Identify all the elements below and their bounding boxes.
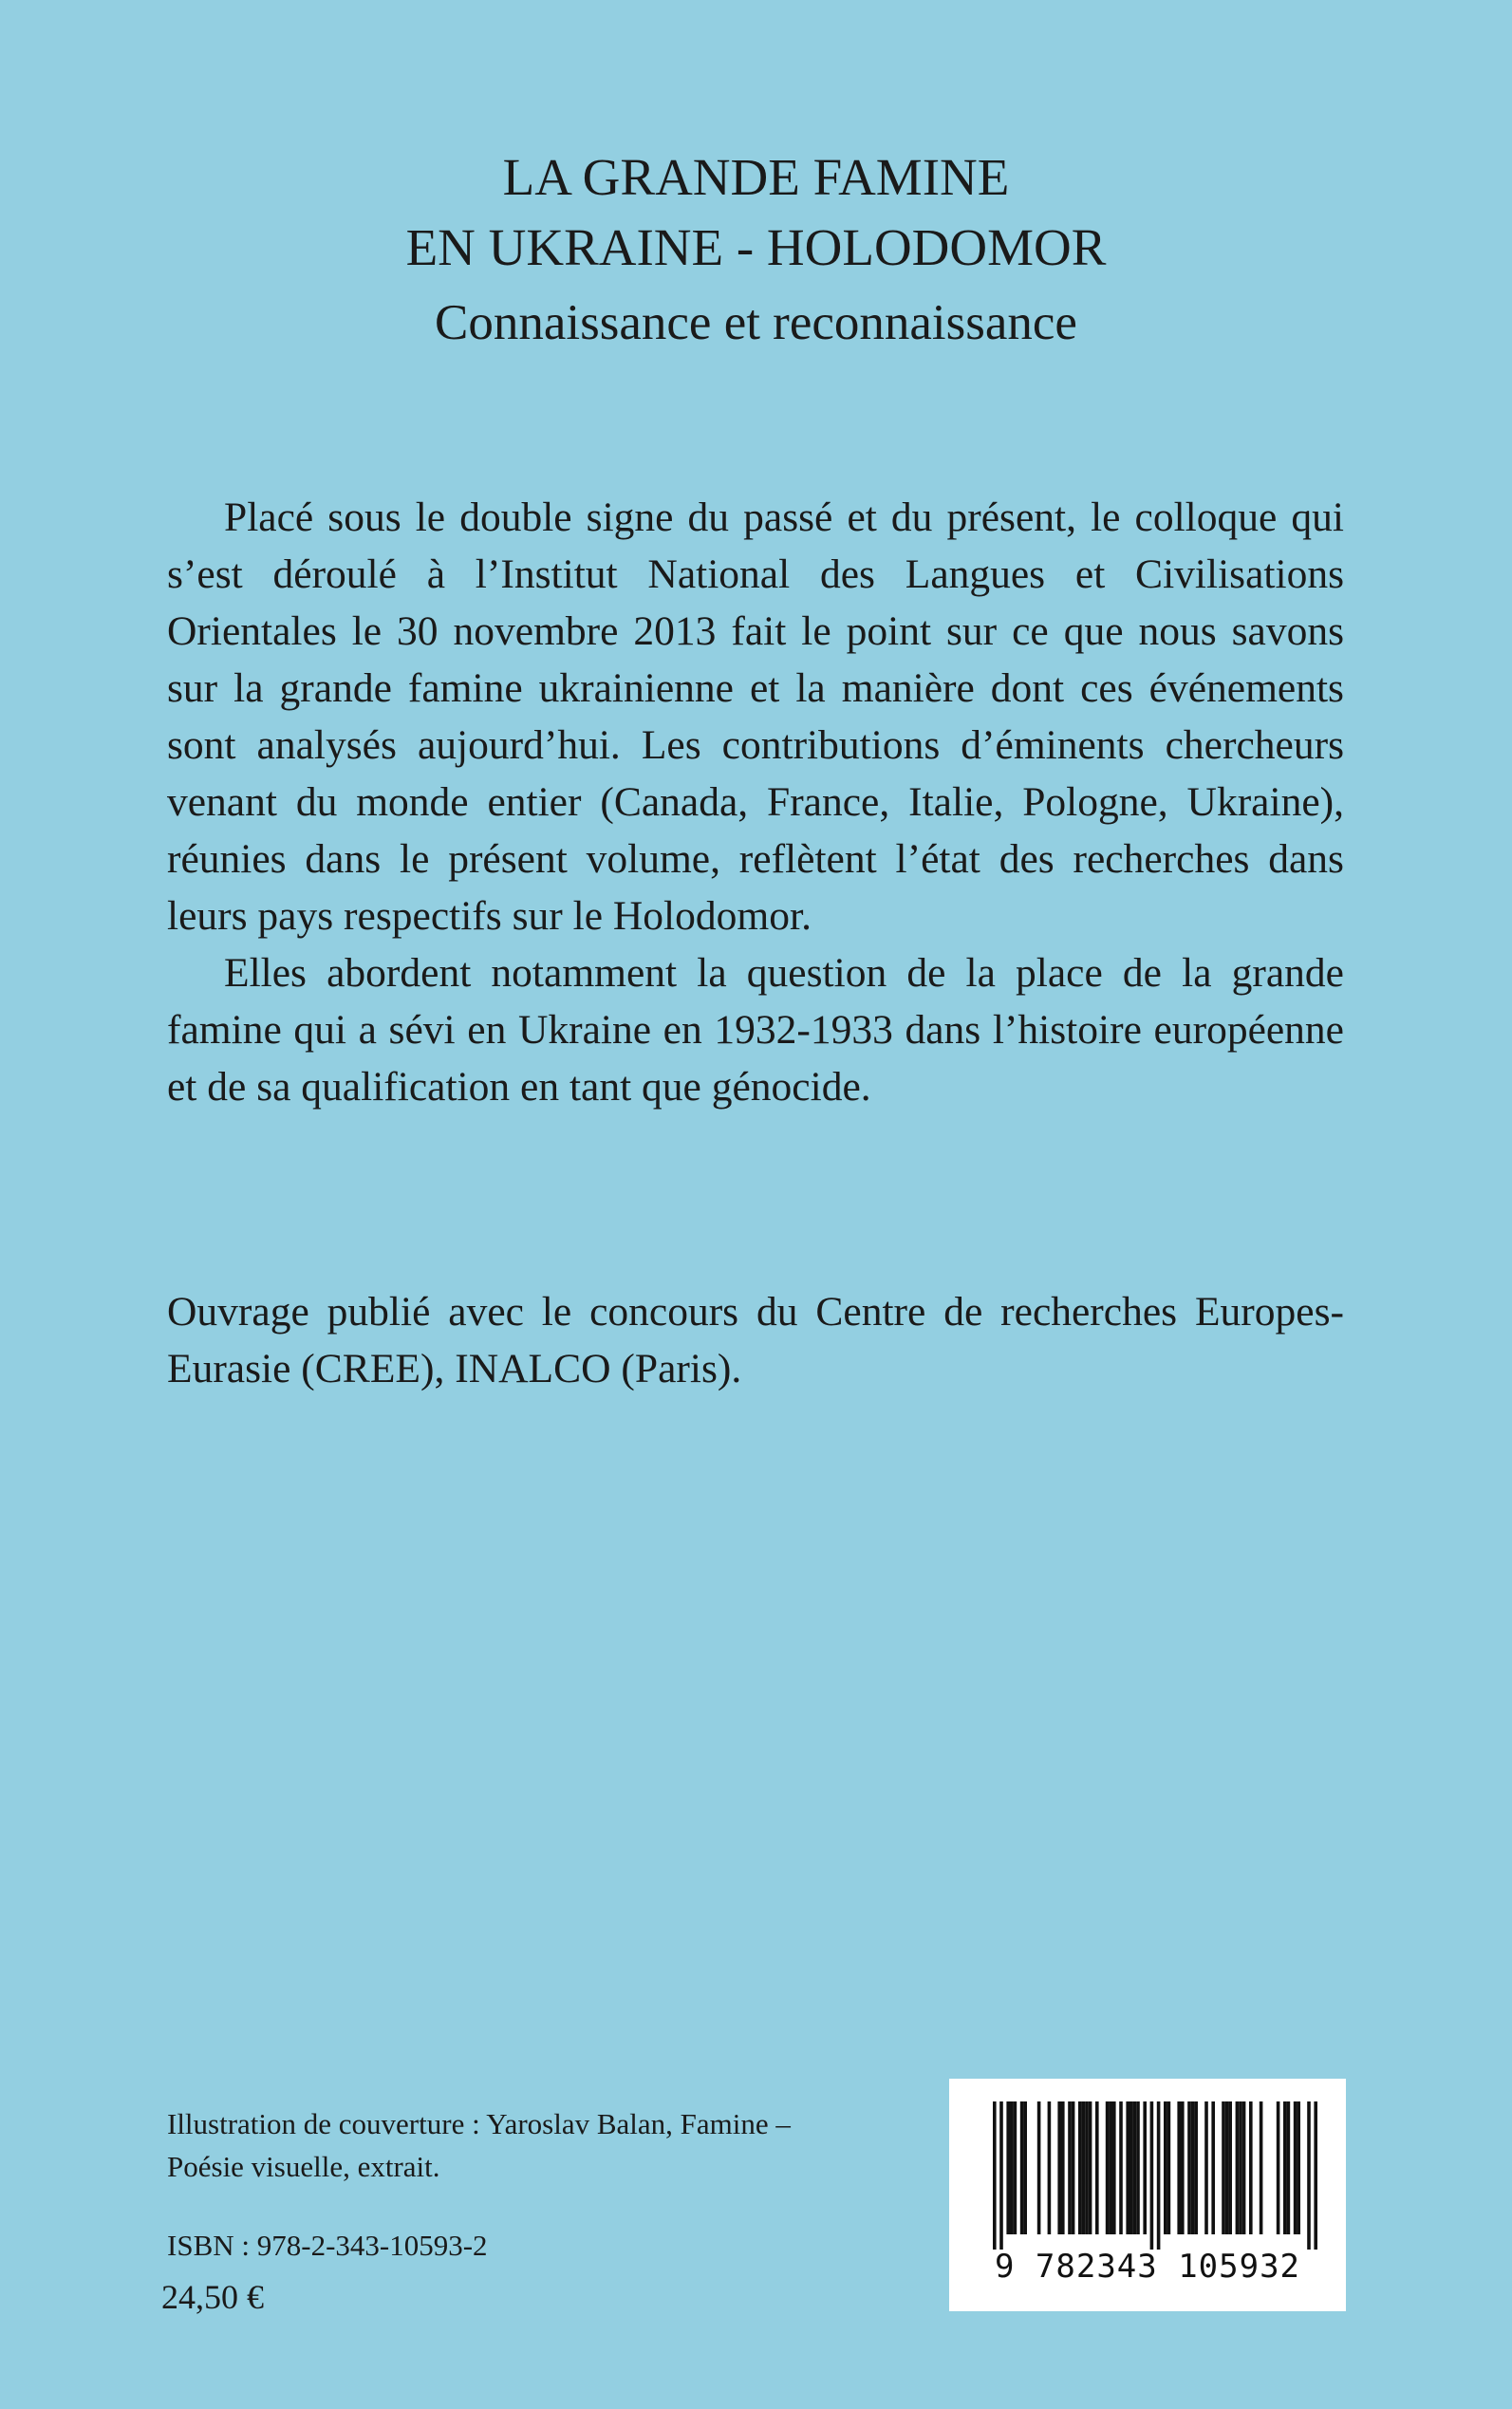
price: 24,50 €	[161, 2278, 264, 2316]
barcode-bar	[1228, 2101, 1232, 2234]
barcode-bar	[1260, 2101, 1263, 2234]
barcode-bar	[1020, 2101, 1024, 2234]
barcode-bar	[1242, 2101, 1246, 2234]
summary-paragraph-1: Placé sous le double signe du passé et du présent, le colloque qui s’est déroulé à l’Institut National des Langues et Civilisations Orientales le 30 novembre 2013 fait le point sur ce que nous savons sur la grande famine ukrainienne et la manière dont ces événements sont analysés aujourd’hui. Les contributions d’éminents chercheurs venant du monde entier (Canada, France, Italie, Pologne, Ukraine), réunies dans le présent volume, reflètent l’état des recherches dans leurs pays respectifs sur le Holodomor.	[167, 495, 1344, 939]
barcode-bar	[1294, 2101, 1297, 2234]
barcode-bar	[1068, 2101, 1072, 2234]
barcode-bar	[1126, 2101, 1129, 2234]
barcode	[949, 2079, 1346, 2311]
barcode-bar	[1157, 2101, 1161, 2250]
barcode-bars	[949, 2079, 1346, 2250]
barcode-bar	[1307, 2101, 1311, 2250]
barcode-bar	[1187, 2101, 1191, 2234]
barcode-bar	[1078, 2101, 1082, 2234]
barcode-bar	[1249, 2101, 1253, 2234]
barcode-bar	[1297, 2101, 1300, 2234]
barcode-bar	[1314, 2101, 1317, 2250]
barcode-bar	[1164, 2101, 1167, 2234]
barcode-bar	[1177, 2101, 1181, 2234]
barcode-bar	[1014, 2101, 1017, 2234]
isbn: ISBN : 978-2-343-10593-2	[167, 2229, 488, 2262]
barcode-bar	[1082, 2101, 1086, 2234]
barcode-bar	[999, 2101, 1003, 2250]
barcode-bar	[1191, 2101, 1195, 2234]
barcode-bar	[1167, 2101, 1171, 2234]
barcode-bar	[1119, 2101, 1123, 2234]
barcode-bar	[993, 2101, 997, 2250]
barcode-bar	[1236, 2101, 1240, 2234]
cover-illustration-credit	[167, 2102, 888, 2188]
barcode-bar	[1072, 2101, 1075, 2234]
summary-text	[167, 489, 1344, 1115]
credit-line-2: Poésie visuelle, extrait.	[167, 2150, 440, 2183]
barcode-bar	[1085, 2101, 1089, 2234]
publication-support-note: Ouvrage publié avec le concours du Centre de recherches Europes-Eurasie (CREE), INALCO (Paris).	[167, 1289, 1344, 1391]
barcode-bar	[1089, 2101, 1092, 2234]
barcode-bar	[1211, 2101, 1215, 2234]
barcode-bar	[1181, 2101, 1185, 2234]
title-block	[0, 142, 1512, 361]
barcode-bar	[1006, 2101, 1010, 2234]
barcode-bar	[1010, 2101, 1014, 2234]
barcode-bar	[1239, 2101, 1242, 2234]
subtitle: Connaissance et reconnaissance	[435, 295, 1077, 350]
barcode-bar	[1143, 2101, 1147, 2234]
barcode-bar	[1136, 2101, 1140, 2234]
barcode-bar	[1194, 2101, 1198, 2234]
credit-line-1: Illustration de couverture : Yaroslav Balan, Famine –	[167, 2107, 791, 2140]
barcode-bar	[1061, 2101, 1065, 2234]
barcode-bar	[1133, 2101, 1137, 2234]
title-line-1: LA GRANDE FAMINE	[502, 148, 1010, 206]
barcode-bar	[1048, 2101, 1052, 2234]
barcode-bar	[1095, 2101, 1099, 2234]
barcode-bar	[1225, 2101, 1229, 2234]
barcode-digits: 9 782343 105932	[994, 2248, 1301, 2286]
barcode-bar	[1037, 2101, 1041, 2234]
barcode-bar	[1283, 2101, 1287, 2234]
barcode-bar	[1150, 2101, 1154, 2250]
title-line-2: EN UKRAINE - HOLODOMOR	[405, 218, 1107, 276]
barcode-bar	[1106, 2101, 1110, 2234]
barcode-bar	[1023, 2101, 1027, 2234]
barcode-bar	[1222, 2101, 1225, 2234]
barcode-bar	[1109, 2101, 1112, 2234]
barcode-bar	[1129, 2101, 1133, 2234]
barcode-bar	[1277, 2101, 1280, 2234]
barcode-bar	[1057, 2101, 1061, 2234]
barcode-bar	[1112, 2101, 1116, 2234]
barcode-bar	[1287, 2101, 1291, 2234]
summary-paragraph-2: Elles abordent notamment la question de la place de la grande famine qui a sévi en Ukraine en 1932-1933 dans l’histoire européenne et de sa qualification en tant que génocide.	[167, 950, 1344, 1110]
barcode-bar	[1204, 2101, 1208, 2234]
